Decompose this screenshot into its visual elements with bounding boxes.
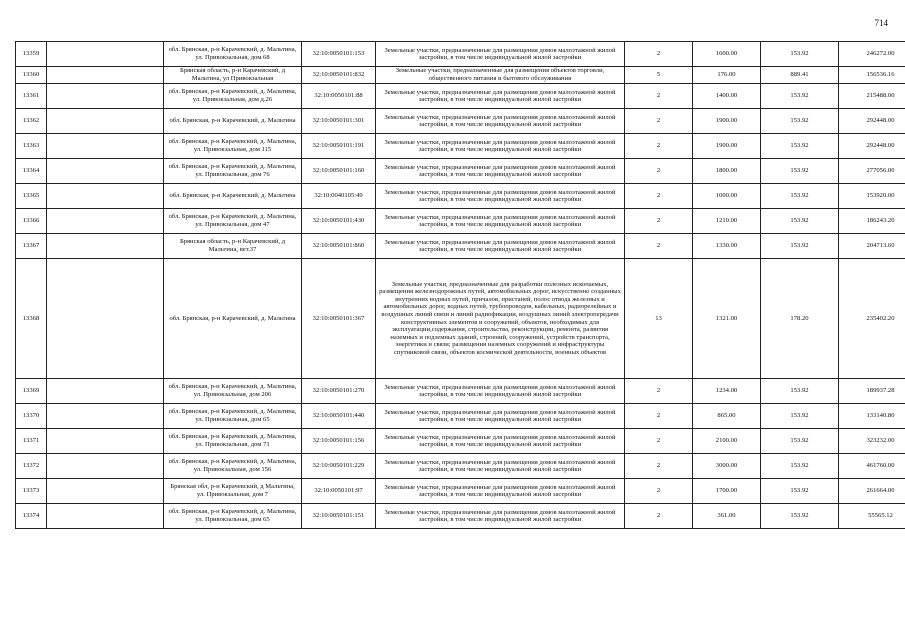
row-number: 13368: [16, 259, 47, 379]
cadastral-number-cell: 32:10:0050101:88: [302, 84, 376, 109]
cadastral-value-cell: 277056.00: [839, 159, 905, 184]
area-cell: 1210.00: [693, 209, 761, 234]
address-cell: обл. Брянская, р-н Карачевский, д. Мальтина, ул. Привокзальная, дом 71: [164, 429, 302, 454]
cadastral-value-cell: 246272.00: [839, 42, 905, 67]
use-group-cell: 2: [625, 504, 693, 529]
permitted-use-cell: Земельные участки, предназначенные для размещения домов малоэтажной жилой застройки, в том числе индивидуальной жилой застройки: [376, 42, 625, 67]
use-group-cell: 2: [625, 429, 693, 454]
use-group-cell: 2: [625, 209, 693, 234]
row-number: 13367: [16, 234, 47, 259]
table-row: [16, 184, 905, 209]
empty-cell: [47, 42, 164, 67]
row-number: 13366: [16, 209, 47, 234]
specific-value-cell: 153.92: [761, 234, 839, 259]
use-group-cell: 5: [625, 67, 693, 84]
specific-value-cell: 153.92: [761, 479, 839, 504]
specific-value-cell: 153.92: [761, 159, 839, 184]
area-cell: 3000.00: [693, 454, 761, 479]
empty-cell: [47, 134, 164, 159]
cadastral-number-cell: 32:10:0050101:160: [302, 159, 376, 184]
specific-value-cell: 153.92: [761, 109, 839, 134]
empty-cell: [47, 184, 164, 209]
table-row: [16, 134, 905, 159]
row-number: 13370: [16, 404, 47, 429]
cadastral-value-cell: 156536.16: [839, 67, 905, 84]
row-number: 13362: [16, 109, 47, 134]
permitted-use-cell: Земельные участки, предназначенные для размещения домов малоэтажной жилой застройки, в том числе индивидуальной жилой застройки: [376, 454, 625, 479]
use-group-cell: 2: [625, 84, 693, 109]
row-number: 13361: [16, 84, 47, 109]
cadastral-value-cell: 133140.80: [839, 404, 905, 429]
empty-cell: [47, 479, 164, 504]
area-cell: 1900.00: [693, 109, 761, 134]
specific-value-cell: 153.92: [761, 454, 839, 479]
empty-cell: [47, 504, 164, 529]
address-cell: Брянская обл, р-н Карачевский, д Мальтина, ул. Привокзальная, дом 7: [164, 479, 302, 504]
address-cell: обл. Брянская, р-н Карачевский, д. Мальтина, ул. Привокзальная, дом 68: [164, 42, 302, 67]
row-number: 13373: [16, 479, 47, 504]
row-number: 13369: [16, 379, 47, 404]
use-group-cell: 2: [625, 234, 693, 259]
row-number: 13365: [16, 184, 47, 209]
table-row: [16, 504, 905, 529]
specific-value-cell: 153.92: [761, 404, 839, 429]
specific-value-cell: 889.41: [761, 67, 839, 84]
address-cell: обл. Брянская, р-н Карачевский, д. Мальтина, ул. Привокзальная, дом 65: [164, 404, 302, 429]
cadastral-number-cell: 32:10:0050101:153: [302, 42, 376, 67]
cadastral-number-cell: 32:10:0050101:301: [302, 109, 376, 134]
empty-cell: [47, 429, 164, 454]
area-cell: 1700.00: [693, 479, 761, 504]
permitted-use-cell: Земельные участки, предназначенные для размещения домов малоэтажной жилой застройки, в том числе индивидуальной жилой застройки: [376, 84, 625, 109]
cadastral-value-cell: 235402.20: [839, 259, 905, 379]
table-row: [16, 429, 905, 454]
cadastral-number-cell: 32:10:0050101:191: [302, 134, 376, 159]
permitted-use-cell: Земельные участки, предназначенные для размещения домов малоэтажной жилой застройки, в том числе индивидуальной жилой застройки: [376, 209, 625, 234]
table-row: [16, 109, 905, 134]
cadastral-value-cell: 189937.28: [839, 379, 905, 404]
use-group-cell: 2: [625, 404, 693, 429]
table-row: [16, 209, 905, 234]
cadastral-number-cell: 32:10:0050101:860: [302, 234, 376, 259]
area-cell: 1000.00: [693, 184, 761, 209]
use-group-cell: 13: [625, 259, 693, 379]
cadastral-number-cell: 32:10:0050101:151: [302, 504, 376, 529]
specific-value-cell: 153.92: [761, 42, 839, 67]
row-number: 13360: [16, 67, 47, 84]
permitted-use-cell: Земельные участки, предназначенные для размещения объектов торговли, общественного питания и бытового обслуживания: [376, 67, 625, 84]
use-group-cell: 2: [625, 42, 693, 67]
cadastral-number-cell: 32:10:0050101:832: [302, 67, 376, 84]
row-number: 13363: [16, 134, 47, 159]
permitted-use-cell: Земельные участки, предназначенные для размещения домов малоэтажной жилой застройки, в том числе индивидуальной жилой застройки: [376, 504, 625, 529]
row-number: 13359: [16, 42, 47, 67]
specific-value-cell: 153.92: [761, 134, 839, 159]
area-cell: 1234.00: [693, 379, 761, 404]
cadastral-number-cell: 32:10:0050101:229: [302, 454, 376, 479]
area-cell: 1900.00: [693, 134, 761, 159]
permitted-use-cell: Земельные участки, предназначенные для размещения домов малоэтажной жилой застройки, в том числе индивидуальной жилой застройки: [376, 134, 625, 159]
empty-cell: [47, 67, 164, 84]
row-number: 13364: [16, 159, 47, 184]
cadastral-value-cell: 323232.00: [839, 429, 905, 454]
use-group-cell: 2: [625, 134, 693, 159]
cadastral-value-cell: 186243.20: [839, 209, 905, 234]
specific-value-cell: 153.92: [761, 504, 839, 529]
table-body: [16, 42, 905, 529]
address-cell: обл. Брянская, р-н Карачевский, д. Мальтина, ул. Привокзальная, дом 115: [164, 134, 302, 159]
area-cell: 1800.00: [693, 159, 761, 184]
permitted-use-cell: Земельные участки, предназначенные для размещения домов малоэтажной жилой застройки, в том числе индивидуальной жилой застройки: [376, 429, 625, 454]
row-number: 13372: [16, 454, 47, 479]
table-row: [16, 479, 905, 504]
area-cell: 1321.00: [693, 259, 761, 379]
cadastral-value-cell: 153920.00: [839, 184, 905, 209]
area-cell: 1330.00: [693, 234, 761, 259]
table-row: [16, 259, 905, 379]
use-group-cell: 2: [625, 379, 693, 404]
permitted-use-cell: Земельные участки, предназначенные для размещения домов малоэтажной жилой застройки, в том числе индивидуальной жилой застройки: [376, 109, 625, 134]
empty-cell: [47, 159, 164, 184]
area-cell: 1600.00: [693, 42, 761, 67]
address-cell: обл. Брянская, р-н Карачевский, д. Мальтина, ул. Привокзальная, дом д.26: [164, 84, 302, 109]
permitted-use-cell: Земельные участки, предназначенные для размещения домов малоэтажной жилой застройки, в том числе индивидуальной жилой застройки: [376, 234, 625, 259]
use-group-cell: 2: [625, 109, 693, 134]
specific-value-cell: 153.92: [761, 209, 839, 234]
table-row: [16, 67, 905, 84]
cadastral-number-cell: 32:10:0040105:49: [302, 184, 376, 209]
address-cell: обл. Брянская, р-н Карачевский, д. Мальтина: [164, 184, 302, 209]
empty-cell: [47, 109, 164, 134]
specific-value-cell: 153.92: [761, 429, 839, 454]
address-cell: обл. Брянская, р-н Карачевский, д. Мальтина, ул. Привокзальная, дом 76: [164, 159, 302, 184]
permitted-use-cell: Земельные участки, предназначенные для разработки полезных ископаемых, размещения железнодорожных путей, автомобильных дорог, искусственно созданных внутренних водных путей, причалов, пристаней, полос отвода железных и автомобильных дорог, водных путей, трубопроводов, кабельных, радиорелейных и воздушных линий связи и линий радиофикации, воздушных линий электропередачи конструктивных элементов и сооружений, объектов, необходимых для эксплуатации,содержания, строительства, реконструкции, ремонта, развития наземных и подземных зданий, строений, сооружений, устройств транспорта, энергетики и связи; размещения наземных сооружений и инфраструктуры спутниковой связи, объектов космической деятельности, военных объектов: [376, 259, 625, 379]
empty-cell: [47, 454, 164, 479]
use-group-cell: 2: [625, 454, 693, 479]
permitted-use-cell: Земельные участки, предназначенные для размещения домов малоэтажной жилой застройки, в том числе индивидуальной жилой застройки: [376, 379, 625, 404]
permitted-use-cell: Земельные участки, предназначенные для размещения домов малоэтажной жилой застройки, в том числе индивидуальной жилой застройки: [376, 479, 625, 504]
area-cell: 2100.00: [693, 429, 761, 454]
empty-cell: [47, 404, 164, 429]
address-cell: обл. Брянская, р-н Карачевский, д. Мальтина: [164, 259, 302, 379]
address-cell: обл. Брянская, р-н Карачевский, д. Мальтина, ул. Привокзальная, дом 65: [164, 504, 302, 529]
area-cell: 361.00: [693, 504, 761, 529]
cadastral-value-cell: 292448.00: [839, 109, 905, 134]
row-number: 13371: [16, 429, 47, 454]
empty-cell: [47, 209, 164, 234]
use-group-cell: 2: [625, 184, 693, 209]
cadastral-number-cell: 32:10:0050101:440: [302, 404, 376, 429]
address-cell: обл. Брянская, р-н Карачевский, д. Мальтина, ул. Привокзальная, дом 206: [164, 379, 302, 404]
empty-cell: [47, 234, 164, 259]
address-cell: обл. Брянская, р-н Карачевский, д. Мальтина, ул. Привокзальная, дом 47: [164, 209, 302, 234]
cadastral-value-cell: 461760.00: [839, 454, 905, 479]
address-cell: Брянская область, р-н Карачевский, д Мальтина, ул Привокзальная: [164, 67, 302, 84]
cadastral-number-cell: 32:10:0050101:270: [302, 379, 376, 404]
cadastral-number-cell: 32:10:0050101:156: [302, 429, 376, 454]
address-cell: обл. Брянская, р-н Карачевский, д. Мальтина, ул. Привокзальная, дом 156: [164, 454, 302, 479]
cadastral-number-cell: 32:10:0050101:97: [302, 479, 376, 504]
cadastral-value-cell: 204713.60: [839, 234, 905, 259]
row-number: 13374: [16, 504, 47, 529]
specific-value-cell: 153.92: [761, 184, 839, 209]
use-group-cell: 2: [625, 159, 693, 184]
area-cell: 176.00: [693, 67, 761, 84]
use-group-cell: 2: [625, 479, 693, 504]
permitted-use-cell: Земельные участки, предназначенные для размещения домов малоэтажной жилой застройки, в том числе индивидуальной жилой застройки: [376, 159, 625, 184]
cadastral-value-cell: 261664.00: [839, 479, 905, 504]
table-row: [16, 404, 905, 429]
specific-value-cell: 153.92: [761, 379, 839, 404]
table-row: [16, 454, 905, 479]
area-cell: 865.00: [693, 404, 761, 429]
table-row: [16, 379, 905, 404]
table-row: [16, 84, 905, 109]
table-row: [16, 234, 905, 259]
page-number: 714: [874, 18, 888, 28]
cadastral-value-cell: 215488.00: [839, 84, 905, 109]
specific-value-cell: 178.20: [761, 259, 839, 379]
cadastral-number-cell: 32:10:0050101:367: [302, 259, 376, 379]
cadastral-value-cell: 292448.00: [839, 134, 905, 159]
cadastral-value-cell: 55565.12: [839, 504, 905, 529]
empty-cell: [47, 259, 164, 379]
specific-value-cell: 153.92: [761, 84, 839, 109]
permitted-use-cell: Земельные участки, предназначенные для размещения домов малоэтажной жилой застройки, в том числе индивидуальной жилой застройки: [376, 184, 625, 209]
address-cell: обл. Брянская, р-н Карачевский, д. Мальтина: [164, 109, 302, 134]
empty-cell: [47, 379, 164, 404]
address-cell: Брянская область, р-н Карачевский, д Мальтина, вет.37: [164, 234, 302, 259]
area-cell: 1400.00: [693, 84, 761, 109]
table-row: [16, 42, 905, 67]
cadastral-number-cell: 32:10:0050101:430: [302, 209, 376, 234]
table-row: [16, 159, 905, 184]
empty-cell: [47, 84, 164, 109]
permitted-use-cell: Земельные участки, предназначенные для размещения домов малоэтажной жилой застройки, в том числе индивидуальной жилой застройки: [376, 404, 625, 429]
land-registry-table: [15, 41, 905, 529]
